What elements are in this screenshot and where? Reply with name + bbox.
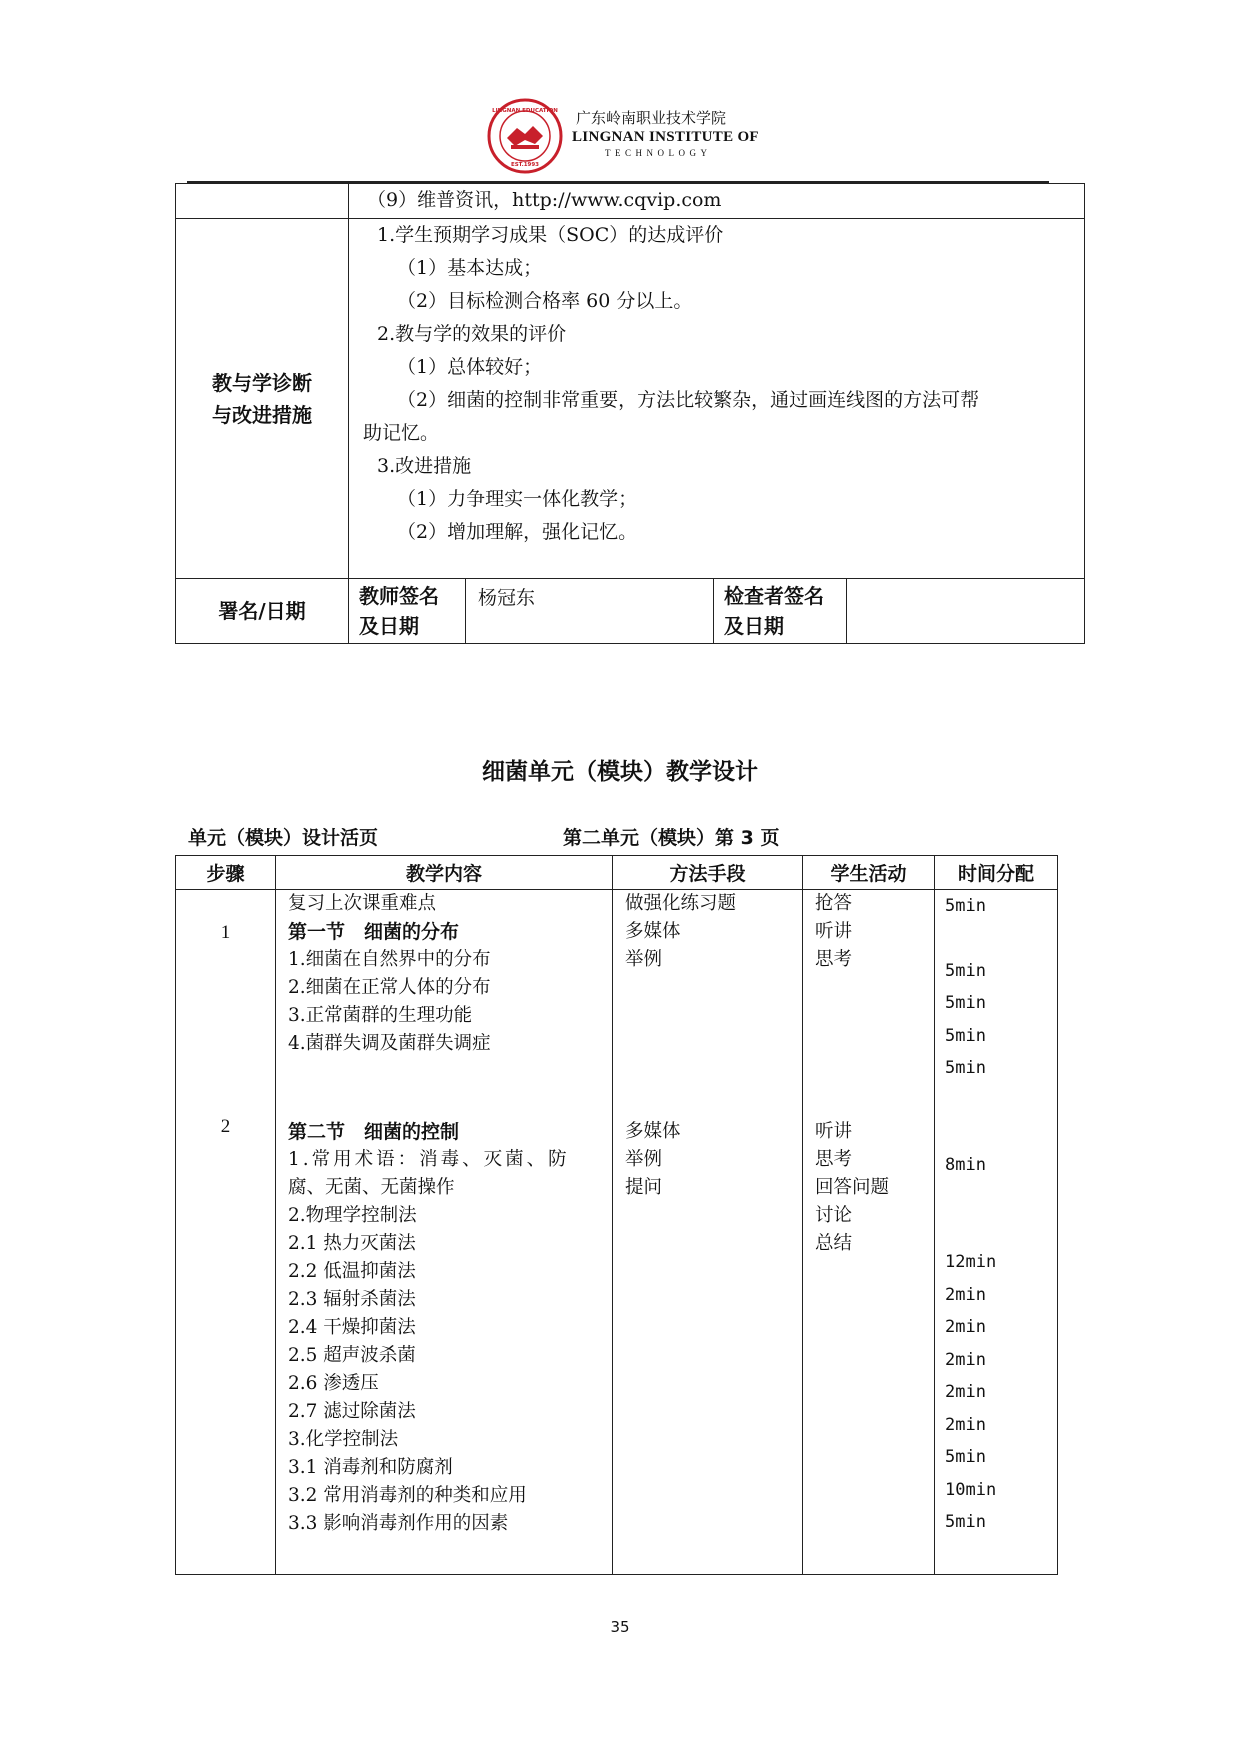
content-line: 2.1 热力灭菌法 bbox=[288, 1233, 416, 1254]
methods-block-1 bbox=[625, 890, 736, 974]
time-column bbox=[935, 890, 1058, 1575]
diagnosis-line: （2）增加理解，强化记忆。 bbox=[397, 521, 638, 543]
content-block-1 bbox=[288, 890, 491, 1058]
time-value: 2min bbox=[945, 1350, 986, 1370]
resource-text: （9）维普资讯，http://www.cqvip.com bbox=[367, 189, 722, 211]
content-line: 2.细菌在正常人体的分布 bbox=[288, 977, 491, 998]
activity-item: 总结 bbox=[815, 1233, 853, 1254]
header-methods: 方法手段 bbox=[613, 856, 803, 890]
content-line: 2.物理学控制法 bbox=[288, 1205, 417, 1226]
diagnosis-line: 3.改进措施 bbox=[377, 455, 472, 477]
lesson-body-row bbox=[176, 890, 1058, 1575]
content-block-2 bbox=[288, 1118, 603, 1538]
checker-sign-label bbox=[714, 579, 847, 644]
activities-column bbox=[803, 890, 935, 1575]
step-1: 1 bbox=[220, 922, 231, 943]
diagnosis-label bbox=[176, 219, 349, 579]
time-value: 5min bbox=[945, 1447, 986, 1467]
time-value: 2min bbox=[945, 1415, 986, 1435]
time-value: 5min bbox=[945, 1026, 986, 1046]
diagnosis-label-line1: 教与学诊断 bbox=[212, 370, 312, 395]
institution-name-en: LINGNAN INSTITUTE OF bbox=[572, 129, 759, 145]
activity-item: 听讲 bbox=[815, 921, 853, 942]
diagnosis-line: （1）总体较好； bbox=[397, 356, 543, 378]
method-item: 举例 bbox=[625, 1149, 663, 1170]
methods-block-2 bbox=[625, 1118, 681, 1202]
institution-name-en-line2: TECHNOLOGY bbox=[605, 148, 712, 158]
activity-item: 思考 bbox=[815, 949, 853, 970]
diagnosis-line: （1）力争理实一体化教学； bbox=[397, 488, 638, 510]
lesson-plan-table bbox=[175, 855, 1058, 1575]
time-value: 2min bbox=[945, 1317, 986, 1337]
content-line: 3.正常菌群的生理功能 bbox=[288, 1005, 473, 1026]
teacher-name: 杨冠东 bbox=[466, 579, 714, 644]
diagnosis-line: （2）目标检测合格率 60 分以上。 bbox=[397, 290, 693, 312]
content-line: 复习上次课重难点 bbox=[288, 893, 437, 914]
teacher-sign-label-line1: 教师签名 bbox=[359, 584, 439, 608]
checker-sign-label-line2: 及日期 bbox=[724, 614, 784, 638]
signature-row bbox=[176, 579, 1085, 644]
header-content: 教学内容 bbox=[276, 856, 613, 890]
empty-cell bbox=[176, 184, 349, 219]
activity-item: 回答问题 bbox=[815, 1177, 890, 1198]
time-value: 10min bbox=[945, 1480, 997, 1500]
diagnosis-label-line2: 与改进措施 bbox=[212, 402, 312, 427]
header-step: 步骤 bbox=[176, 856, 276, 890]
method-item: 多媒体 bbox=[625, 921, 681, 942]
diagnosis-content bbox=[349, 219, 1085, 579]
time-value: 5min bbox=[945, 896, 986, 916]
diagnosis-table bbox=[175, 183, 1085, 644]
time-value: 5min bbox=[945, 1512, 986, 1532]
methods-column bbox=[613, 890, 803, 1575]
teacher-sign-label-line2: 及日期 bbox=[359, 614, 419, 638]
resource-row bbox=[176, 184, 1085, 219]
content-line: 2.5 超声波杀菌 bbox=[288, 1345, 416, 1366]
step-2: 2 bbox=[220, 1116, 231, 1137]
document-title: 细菌单元（模块）教学设计 bbox=[482, 759, 758, 785]
header-row bbox=[176, 856, 1058, 890]
checker-sign-label-line1: 检查者签名 bbox=[724, 584, 824, 608]
content-line: 2.4 干燥抑菌法 bbox=[288, 1317, 416, 1338]
logo-text-top: LINGNAN EDUCATION bbox=[492, 108, 558, 114]
time-value: 12min bbox=[945, 1252, 997, 1272]
content-line: 3.3 影响消毒剂作用的因素 bbox=[288, 1513, 509, 1534]
content-line: 3.2 常用消毒剂的种类和应用 bbox=[288, 1485, 527, 1506]
content-line: 2.3 辐射杀菌法 bbox=[288, 1289, 416, 1310]
content-line: 2.2 低温抑菌法 bbox=[288, 1261, 416, 1282]
method-item: 提问 bbox=[625, 1177, 663, 1198]
content-line: 腐、无菌、无菌操作 bbox=[288, 1177, 455, 1198]
diagnosis-line: （1）基本达成； bbox=[397, 257, 543, 279]
header-activities: 学生活动 bbox=[803, 856, 935, 890]
activities-block-1 bbox=[815, 890, 852, 974]
diagnosis-line: 助记忆。 bbox=[363, 422, 440, 444]
logo-text-bottom: EST.1993 bbox=[510, 162, 540, 168]
institution-logo bbox=[487, 98, 563, 174]
activity-item: 抢答 bbox=[815, 893, 853, 914]
diagnosis-line: 2.教与学的效果的评价 bbox=[377, 323, 567, 345]
method-item: 多媒体 bbox=[625, 1121, 681, 1142]
time-value: 2min bbox=[945, 1285, 986, 1305]
section-heading: 第二节 细菌的控制 bbox=[288, 1121, 460, 1143]
diagnosis-row bbox=[176, 219, 1085, 579]
resource-line bbox=[349, 184, 1085, 219]
step-column bbox=[176, 890, 276, 1575]
time-value: 8min bbox=[945, 1155, 986, 1175]
content-line: 2.7 滤过除菌法 bbox=[288, 1401, 416, 1422]
time-value: 5min bbox=[945, 1058, 986, 1078]
page-label-left: 单元（模块）设计活页 bbox=[188, 827, 379, 849]
content-line: 4.菌群失调及菌群失调症 bbox=[288, 1033, 491, 1054]
content-column bbox=[276, 890, 613, 1575]
content-line: 1.常用术语：消毒、灭菌、防 bbox=[288, 1149, 570, 1170]
page-label-right: 第二单元（模块）第 3 页 bbox=[563, 827, 780, 849]
activity-item: 思考 bbox=[815, 1149, 853, 1170]
time-value: 5min bbox=[945, 961, 986, 981]
checker-signature-cell bbox=[847, 579, 1085, 644]
content-line: 2.6 渗透压 bbox=[288, 1373, 379, 1394]
diagnosis-line: 1.学生预期学习成果（SOC）的达成评价 bbox=[377, 224, 724, 246]
time-value: 2min bbox=[945, 1382, 986, 1402]
section-heading: 第一节 细菌的分布 bbox=[288, 921, 460, 943]
content-line: 3.1 消毒剂和防腐剂 bbox=[288, 1457, 453, 1478]
teacher-sign-label bbox=[349, 579, 466, 644]
diagnosis-line: （2）细菌的控制非常重要，方法比较繁杂，通过画连线图的方法可帮 bbox=[397, 389, 980, 411]
activities-block-2 bbox=[815, 1118, 889, 1258]
method-item: 举例 bbox=[625, 949, 663, 970]
page-number: 35 bbox=[610, 1618, 630, 1636]
content-line: 1.细菌在自然界中的分布 bbox=[288, 949, 491, 970]
institution-name-cn: 广东岭南职业技术学院 bbox=[576, 109, 727, 127]
activity-item: 听讲 bbox=[815, 1121, 853, 1142]
header-time: 时间分配 bbox=[935, 856, 1058, 890]
activity-item: 讨论 bbox=[815, 1205, 853, 1226]
sign-label: 署名/日期 bbox=[176, 579, 349, 644]
content-line: 3.化学控制法 bbox=[288, 1429, 399, 1450]
method-item: 做强化练习题 bbox=[625, 893, 737, 914]
time-value: 5min bbox=[945, 993, 986, 1013]
